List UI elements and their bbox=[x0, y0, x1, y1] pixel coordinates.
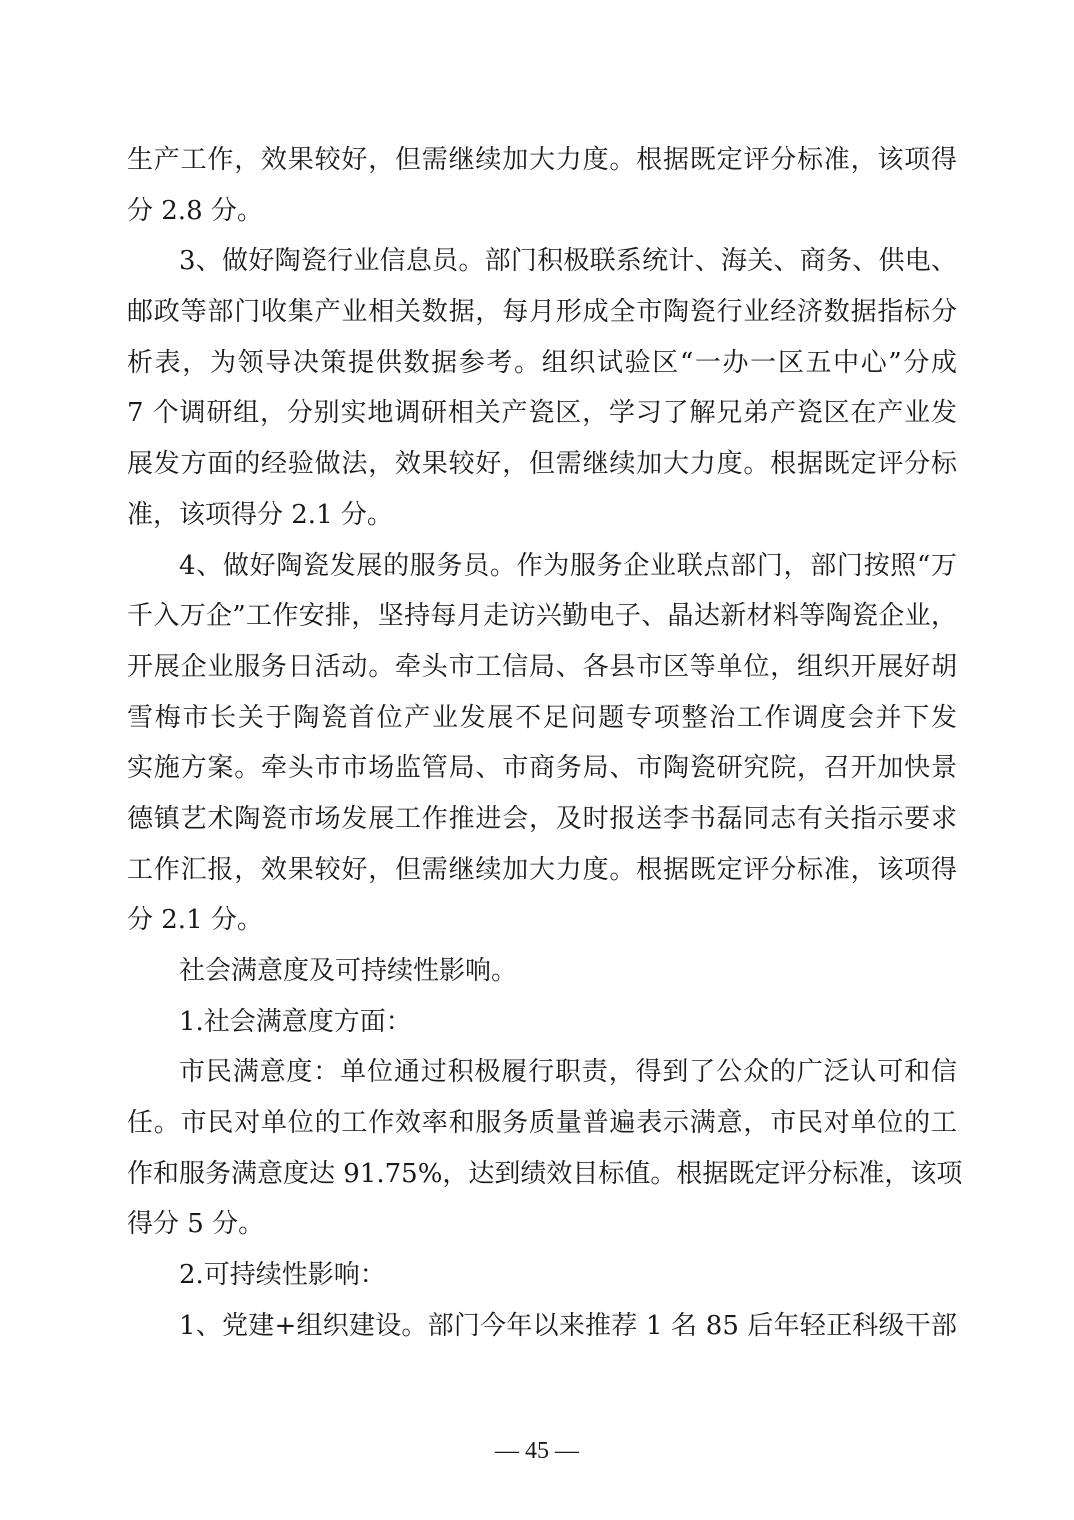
text-line: 千入万企”工作安排，坚持每月走访兴勤电子、晶达新材料等陶瓷企业， bbox=[127, 601, 957, 632]
text-line: 工作汇报，效果较好，但需继续加大力度。根据既定评分标准，该项得 bbox=[127, 854, 957, 885]
text-line: 雪梅市长关于陶瓷首位产业发展不足问题专项整治工作调度会并下发 bbox=[127, 702, 957, 733]
text-line: 得分 5 分。 bbox=[127, 1209, 265, 1240]
text-line: 社会满意度及可持续性影响。 bbox=[179, 956, 518, 986]
text-line: 析表，为领导决策提供数据参考。组织试验区“一办一区五中心”分成 bbox=[127, 347, 957, 378]
text-line: 实施方案。牵头市市场监管局、市商务局、市陶瓷研究院，召开加快景 bbox=[127, 753, 957, 784]
text-line: 任。市民对单位的工作效率和服务质量普遍表示满意，市民对单位的工 bbox=[127, 1108, 957, 1139]
text-line: 作和服务满意度达 91.75%，达到绩效目标值。根据既定评分标准，该项 bbox=[127, 1158, 963, 1189]
text-line: 展发方面的经验做法，效果较好，但需继续加大力度。根据既定评分标 bbox=[127, 449, 957, 480]
text-line: 分 2.1 分。 bbox=[127, 905, 263, 936]
text-line: 4、做好陶瓷发展的服务员。作为服务企业联点部门，部门按照“万 bbox=[179, 550, 957, 581]
text-line: 3、做好陶瓷行业信息员。部门积极联系统计、海关、商务、供电、 bbox=[179, 246, 957, 277]
text-line: 1、党建+组织建设。部门今年以来推荐 1 名 85 后年轻正科级干部 bbox=[179, 1310, 957, 1341]
text-line: 准，该项得分 2.1 分。 bbox=[127, 499, 393, 530]
page-number: — 45 — bbox=[495, 1438, 579, 1464]
text-line: 7 个调研组，分别实地调研相关产瓷区，学习了解兄弟产瓷区在产业发 bbox=[127, 398, 957, 429]
text-line: 2.可持续性影响： bbox=[179, 1260, 386, 1291]
text-line: 德镇艺术陶瓷市场发展工作推进会，及时报送李书磊同志有关指示要求 bbox=[127, 803, 957, 834]
text-line: 邮政等部门收集产业相关数据，每月形成全市陶瓷行业经济数据指标分 bbox=[127, 297, 957, 328]
text-line: 分 2.8 分。 bbox=[127, 195, 263, 226]
text-line: 开展企业服务日活动。牵头市工信局、各县市区等单位，组织开展好胡 bbox=[127, 651, 957, 682]
text-line: 生产工作，效果较好，但需继续加大力度。根据既定评分标准，该项得 bbox=[127, 145, 957, 175]
text-line: 市民满意度：单位通过积极履行职责，得到了公众的广泛认可和信 bbox=[179, 1057, 957, 1088]
document-body bbox=[127, 140, 963, 1357]
text-line: 1.社会满意度方面： bbox=[179, 1006, 412, 1037]
